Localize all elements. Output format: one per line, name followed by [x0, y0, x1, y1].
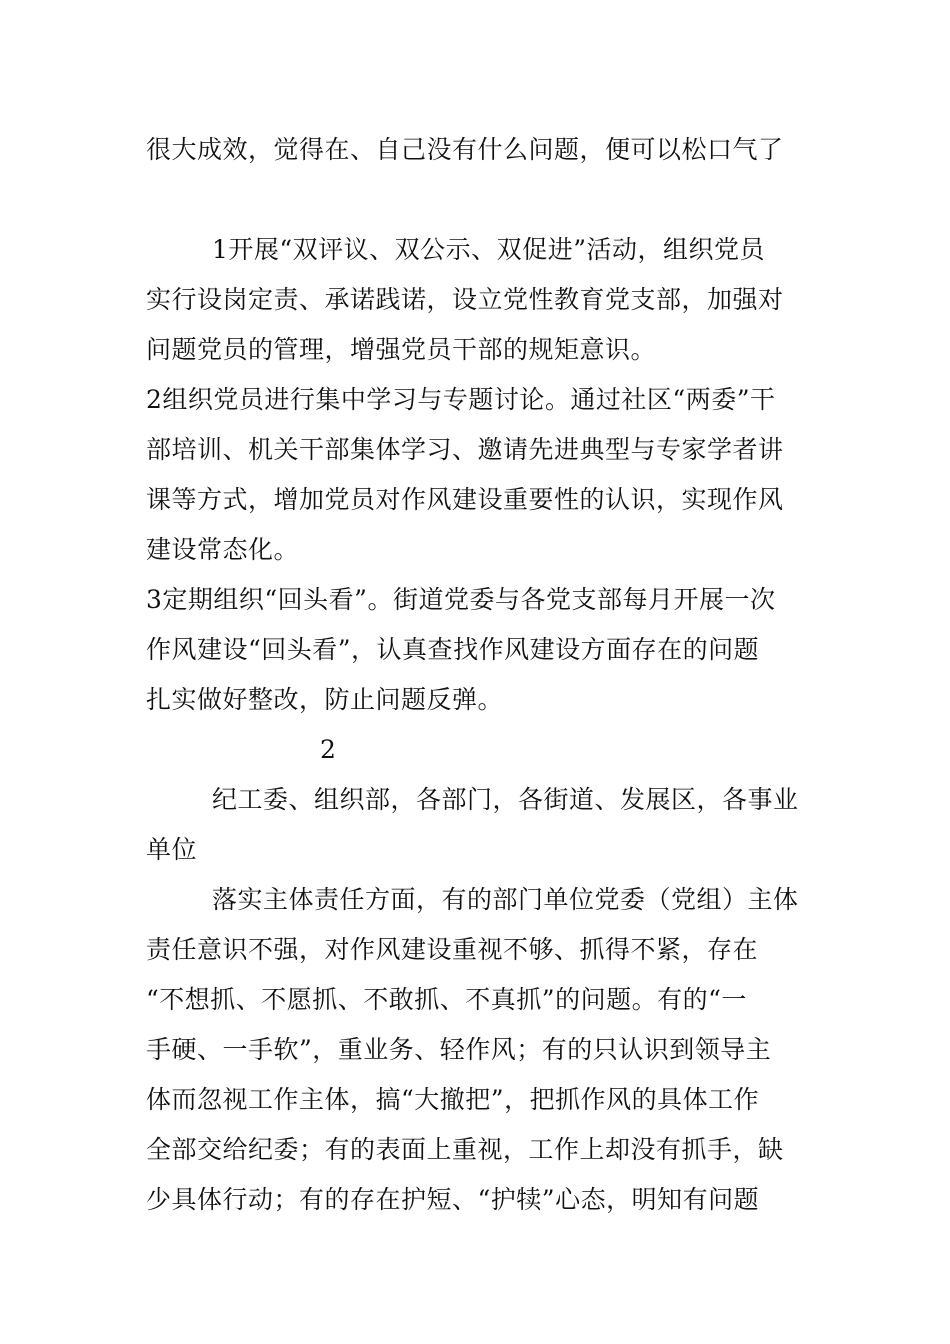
text-line: 建设常态化。	[146, 535, 300, 564]
text-line: 部培训、机关干部集体学习、邀请先进典型与专家学者讲	[146, 435, 784, 464]
text-line: 落实主体责任方面，有的部门单位党委（党组）主体	[212, 885, 799, 914]
text-line: 扎实做好整改，防止问题反弹。	[146, 685, 504, 714]
text-line: 1开展“双评议、双公示、双促进”活动，组织党员	[212, 235, 765, 264]
text-line: 手硬、一手软”，重业务、轻作风；有的只认识到领导主	[146, 1035, 772, 1064]
text-line: 作风建设“回头看”，认真查找作风建设方面存在的问题	[146, 635, 760, 664]
text-line: 体而忽视工作主体，搞“大撤把”，把抓作风的具体工作	[146, 1085, 760, 1114]
text-line: 纪工委、组织部，各部门，各街道、发展区，各事业	[212, 785, 799, 814]
text-line: 2组织党员进行集中学习与专题讨论。通过社区“两委”干	[146, 385, 776, 414]
text-line: 实行设岗定责、承诺践诺，设立党性教育党支部，加强对	[146, 285, 784, 314]
text-line: 课等方式，增加党员对作风建设重要性的认识，实现作风	[146, 485, 784, 514]
section-number: 2	[320, 735, 337, 764]
text-line: 全部交给纪委；有的表面上重视，工作上却没有抓手，缺	[146, 1135, 784, 1164]
text-line: “不想抓、不愿抓、不敢抓、不真抓”的问题。有的“一	[146, 985, 747, 1014]
text-line: 问题党员的管理，增强党员干部的规矩意识。	[146, 335, 657, 364]
text-line: 3定期组织“回头看”。街道党委与各党支部每月开展一次	[146, 585, 776, 614]
text-line: 责任意识不强，对作风建设重视不够、抓得不紧，存在	[146, 935, 759, 964]
text-line: 少具体行动；有的存在护短、“护犊”心态，明知有问题	[146, 1185, 760, 1214]
text-line: 单位	[146, 835, 198, 864]
text-line: 很大成效，觉得在、自己没有什么问题，便可以松口气了	[146, 135, 784, 164]
